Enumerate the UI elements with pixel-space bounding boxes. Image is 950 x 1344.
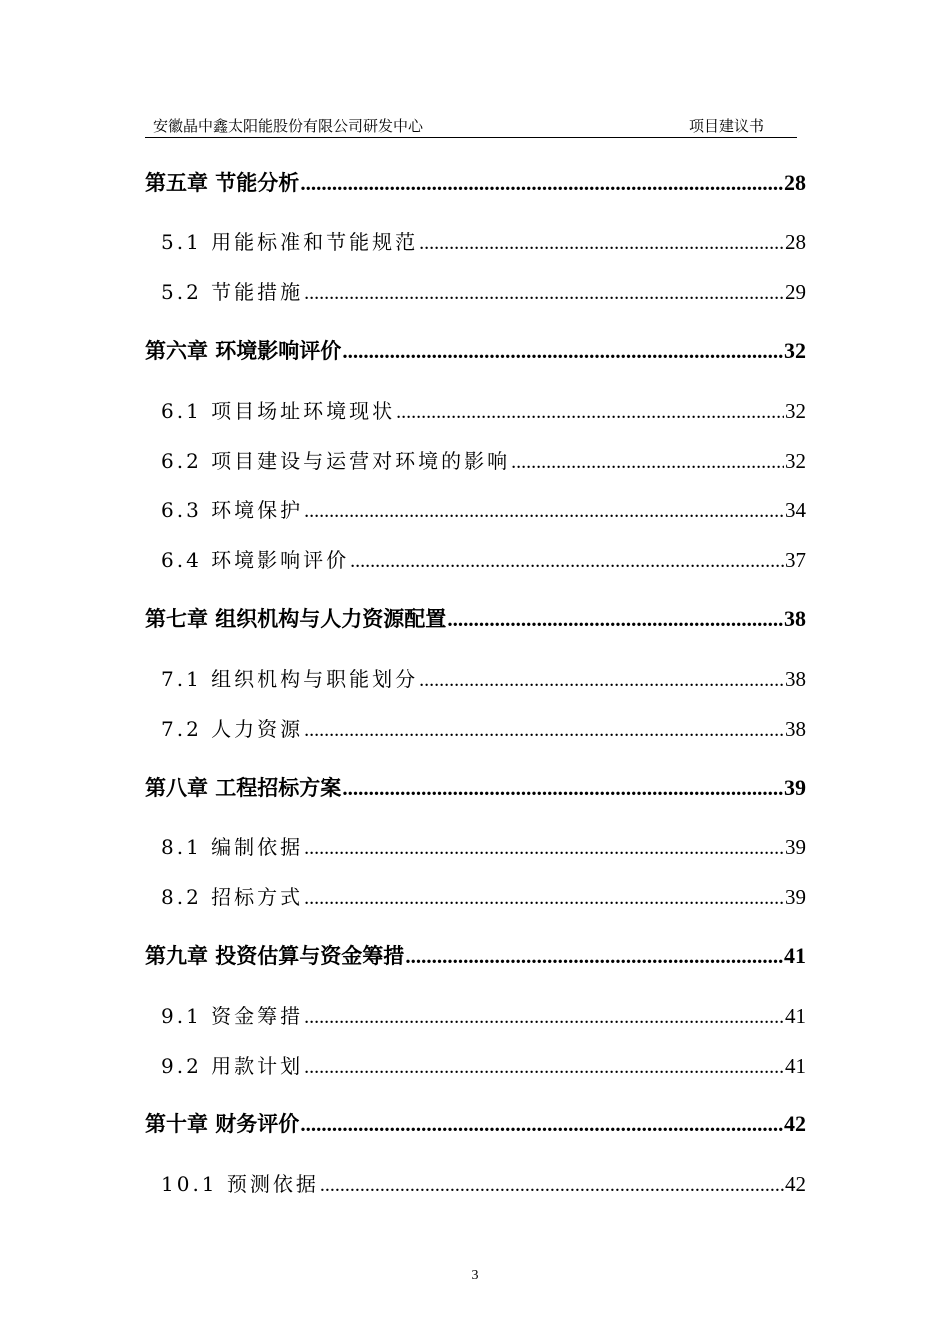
- toc-entry-label: 6.1 项目场址环境现状: [161, 399, 396, 423]
- header-company: 安徽晶中鑫太阳能股份有限公司研发中心: [153, 117, 424, 135]
- toc-leader-dots: [405, 944, 783, 969]
- toc-entry-label: 6.3 环境保护: [161, 498, 304, 522]
- toc-page-number: 41: [785, 1054, 806, 1078]
- toc-section-entry[interactable]: [161, 1050, 806, 1079]
- toc-leader-dots: [320, 1174, 784, 1197]
- toc-leader-dots: [419, 232, 784, 255]
- toc-leader-dots: [342, 339, 783, 364]
- toc-leader-dots: [300, 171, 783, 196]
- toc-page-number: 41: [785, 1004, 806, 1028]
- toc-entry-label: 5.1 用能标准和节能规范: [161, 230, 419, 254]
- toc-leader-dots: [511, 451, 784, 474]
- toc-page-number: 38: [784, 606, 806, 631]
- toc-chapter-entry[interactable]: [145, 940, 806, 970]
- toc-entry-label: 6.4 环境影响评价: [161, 548, 350, 572]
- toc-entry-label: 8.1 编制依据: [161, 835, 304, 859]
- toc-chapter-entry[interactable]: [145, 603, 806, 633]
- toc-leader-dots: [304, 1006, 784, 1029]
- toc-leader-dots: [342, 776, 783, 801]
- toc-page-number: 28: [784, 170, 806, 195]
- toc-section-entry[interactable]: [161, 1168, 806, 1197]
- toc-page-number: 38: [785, 667, 806, 691]
- toc-leader-dots: [304, 282, 784, 305]
- toc-section-entry[interactable]: [161, 445, 806, 474]
- toc-leader-dots: [304, 837, 784, 860]
- toc-entry-label: 7.2 人力资源: [161, 717, 304, 741]
- toc-page-number: 39: [784, 775, 806, 800]
- toc-leader-dots: [304, 1056, 784, 1079]
- toc-page-number: 32: [785, 449, 806, 473]
- toc-section-entry[interactable]: [161, 544, 806, 573]
- toc-page-number: 42: [784, 1111, 806, 1136]
- toc-section-entry[interactable]: [161, 831, 806, 860]
- toc-page-number: 29: [785, 280, 806, 304]
- page-header: [145, 116, 797, 138]
- toc-entry-label: 第九章 投资估算与资金筹措: [145, 944, 405, 968]
- toc-leader-dots: [447, 607, 783, 632]
- toc-entry-label: 第八章 工程招标方案: [145, 776, 342, 800]
- toc-section-entry[interactable]: [161, 1000, 806, 1029]
- toc-entry-label: 第七章 组织机构与人力资源配置: [145, 607, 447, 631]
- page-number: 3: [471, 1268, 479, 1283]
- toc-chapter-entry[interactable]: [145, 167, 806, 197]
- toc-page-number: 34: [785, 498, 806, 522]
- toc-entry-label: 10.1 预测依据: [161, 1172, 319, 1196]
- toc-chapter-entry[interactable]: [145, 1108, 806, 1138]
- toc-section-entry[interactable]: [161, 276, 806, 305]
- toc-entry-label: 第五章 节能分析: [145, 171, 300, 195]
- toc-leader-dots: [300, 1112, 783, 1137]
- toc-entry-label: 5.2 节能措施: [161, 280, 304, 304]
- toc-page-number: 39: [785, 885, 806, 909]
- toc-leader-dots: [419, 669, 784, 692]
- page-footer: [0, 1268, 950, 1284]
- toc-leader-dots: [304, 887, 784, 910]
- toc-page-number: 37: [785, 548, 806, 572]
- toc-entry-label: 9.2 用款计划: [161, 1054, 304, 1078]
- toc-page-number: 38: [785, 717, 806, 741]
- toc-leader-dots: [350, 550, 784, 573]
- toc-entry-label: 8.2 招标方式: [161, 885, 304, 909]
- toc-page-number: 32: [784, 338, 806, 363]
- toc-section-entry[interactable]: [161, 494, 806, 523]
- toc-section-entry[interactable]: [161, 881, 806, 910]
- header-doc-title: 项目建议书: [689, 117, 765, 135]
- toc-chapter-entry[interactable]: [145, 772, 806, 802]
- toc-entry-label: 第六章 环境影响评价: [145, 339, 342, 363]
- toc-page-number: 39: [785, 835, 806, 859]
- toc-entry-label: 第十章 财务评价: [145, 1112, 300, 1136]
- toc-page-number: 32: [785, 399, 806, 423]
- toc-leader-dots: [396, 401, 784, 424]
- toc-chapter-entry[interactable]: [145, 335, 806, 365]
- toc-leader-dots: [304, 500, 784, 523]
- toc-entry-label: 9.1 资金筹措: [161, 1004, 304, 1028]
- toc-section-entry[interactable]: [161, 663, 806, 692]
- toc-page-number: 28: [785, 230, 806, 254]
- toc-section-entry[interactable]: [161, 226, 806, 255]
- toc-page-number: 41: [784, 943, 806, 968]
- toc-entry-label: 6.2 项目建设与运营对环境的影响: [161, 449, 511, 473]
- toc-section-entry[interactable]: [161, 395, 806, 424]
- toc-section-entry[interactable]: [161, 713, 806, 742]
- toc-leader-dots: [304, 719, 784, 742]
- toc-page-number: 42: [785, 1172, 806, 1196]
- toc-entry-label: 7.1 组织机构与职能划分: [161, 667, 419, 691]
